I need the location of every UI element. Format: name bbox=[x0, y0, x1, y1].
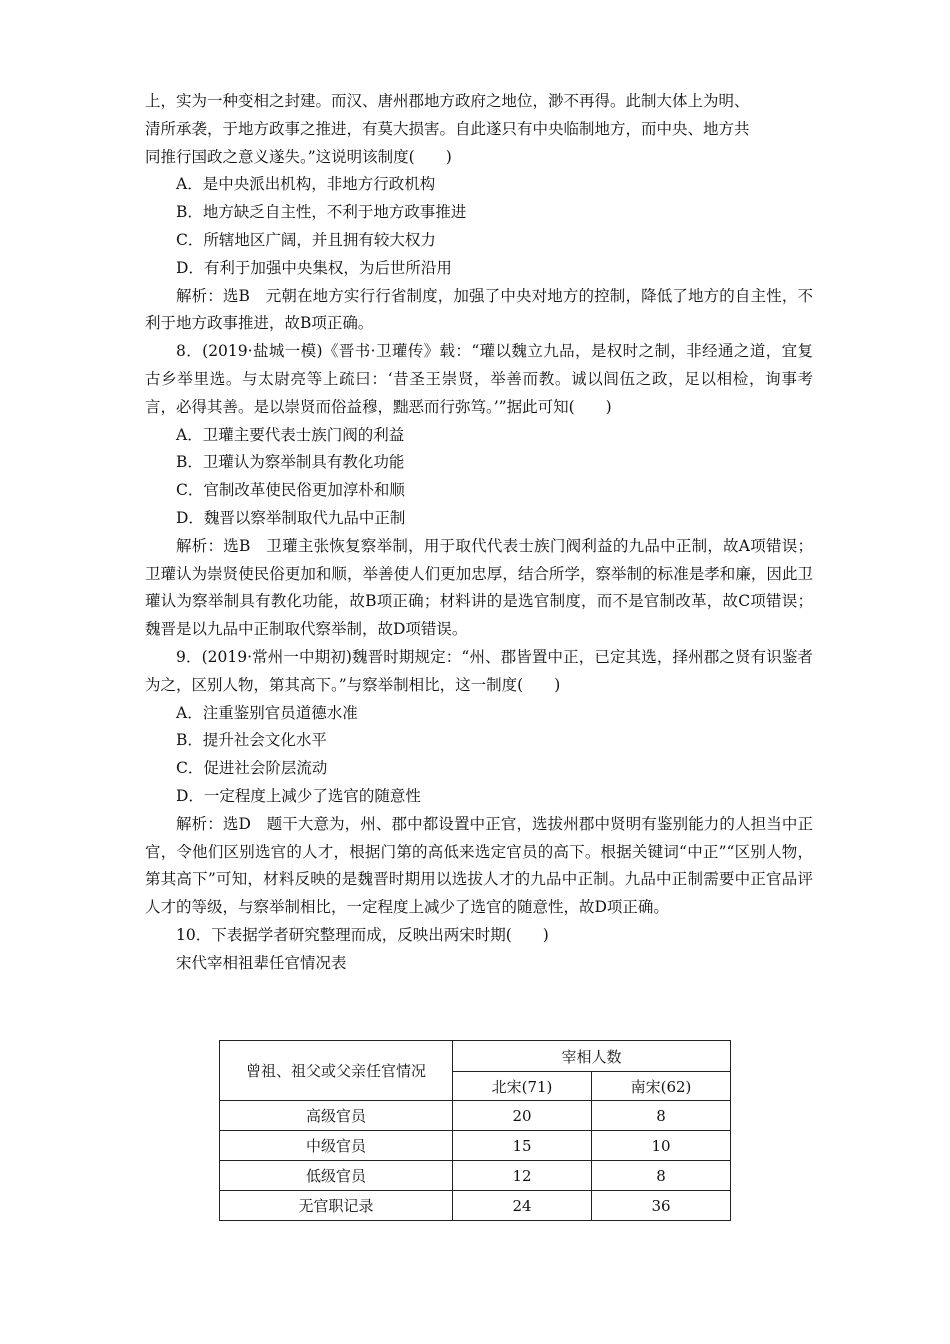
row-label: 中级官员 bbox=[220, 1131, 453, 1161]
table-row bbox=[220, 1161, 731, 1191]
table-caption: 宋代宰相祖辈任官情况表 bbox=[176, 953, 347, 972]
analysis: 解析：选B 元朝在地方实行行省制度，加强了中央对地方的控制，降低了地方的自主性，不利于地方政事推进，故B项正确。 bbox=[145, 286, 813, 333]
table-group-header: 宰相人数 bbox=[453, 1041, 731, 1072]
officials-table bbox=[219, 1040, 731, 1221]
table-row bbox=[220, 1191, 731, 1221]
q8-option-c: C．官制改革使民俗更加淳朴和顺 bbox=[176, 481, 405, 500]
row-label: 低级官员 bbox=[220, 1161, 453, 1191]
north-value: 15 bbox=[453, 1131, 592, 1161]
table-col-north-song: 北宋(71) bbox=[453, 1072, 592, 1101]
south-value: 10 bbox=[592, 1131, 731, 1161]
south-value: 8 bbox=[592, 1101, 731, 1131]
continued-passage-line-2: 清所承袭，于地方政事之推进，有莫大损害。自此遂只有中央临制地方，而中央、地方共 bbox=[145, 119, 750, 138]
row-label: 高级官员 bbox=[220, 1101, 453, 1131]
table-row-header: 曾祖、祖父或父亲任官情况 bbox=[220, 1041, 453, 1101]
north-value: 20 bbox=[453, 1101, 592, 1131]
continued-passage-line-1: 上，实为一种变相之封建。而汉、唐州郡地方政府之地位，渺不再得。此制大体上为明、 bbox=[145, 92, 750, 110]
north-value: 24 bbox=[453, 1191, 592, 1221]
q8-option-b: B．卫瓘认为察举制具有教化功能 bbox=[176, 453, 405, 472]
q9-option-b: B．提升社会文化水平 bbox=[176, 731, 327, 750]
option-d: D．有利于加强中央集权，为后世所沿用 bbox=[176, 258, 452, 277]
option-a: A．是中央派出机构，非地方行政机构 bbox=[176, 175, 436, 194]
question-8-stem: 8．(2019·盐城一模)《晋书·卫瓘传》载：“瓘以魏立九品，是权时之制，非经通之道，宜复古乡举里选。与太尉亮等上疏曰：‘昔圣王崇贤，举善而教。诚以闾伍之政，足以相检，询事考言，必得其善。是以崇贤而俗益穆，黜恶而行弥笃。’”据此可知( ) bbox=[145, 342, 813, 416]
q8-option-a: A．卫瓘主要代表士族门阀的利益 bbox=[176, 425, 405, 444]
table-col-south-song: 南宋(62) bbox=[592, 1072, 731, 1101]
q9-analysis: 解析：选D 题干大意为，州、郡中都设置中正官，选拔州郡中贤明有鉴别能力的人担当中正官，令他们区别选官的人才，根据门第的高低来选定官员的高下。根据关键词“中正”“区别人物，第其高下”可知，材料反映的是魏晋时期用以选拔人才的九品中正制。九品中正制需要中正官品评人才的等级，与察举制相比，一定程度上减少了选官的随意性，故D项正确。 bbox=[145, 814, 813, 917]
q8-option-d: D．魏晋以察举制取代九品中正制 bbox=[176, 508, 406, 527]
table-row bbox=[220, 1131, 731, 1161]
option-c: C．所辖地区广阔，并且拥有较大权力 bbox=[176, 230, 436, 249]
q8-analysis: 解析：选B 卫瓘主张恢复察举制，用于取代代表士族门阀利益的九品中正制，故A项错误；卫瓘认为崇贤使民俗更加和顺，举善使人们更加忠厚，结合所学，察举制的标准是孝和廉，因此卫瓘认为察举制具有教化功能，故B项正确；材料讲的是选官制度，而不是官制改革，故C项错误；魏晋是以九品中正制取代察举制，故D项错误。 bbox=[145, 536, 813, 639]
q9-option-c: C．促进社会阶层流动 bbox=[176, 759, 328, 778]
table-row bbox=[220, 1101, 731, 1131]
north-value: 12 bbox=[453, 1161, 592, 1191]
continued-passage-line-3: 同推行国政之意义遂失。”这说明该制度( ) bbox=[145, 147, 452, 166]
q9-option-a: A．注重鉴别官员道德水准 bbox=[176, 703, 358, 722]
south-value: 8 bbox=[592, 1161, 731, 1191]
question-10-stem: 10．下表据学者研究整理而成，反映出两宋时期( ) bbox=[176, 925, 549, 944]
question-9-stem: 9．(2019·常州一中期初)魏晋时期规定：“州、郡皆置中正，已定其选，择州郡之贤有识鉴者为之，区别人物，第其高下。”与察举制相比，这一制度( ) bbox=[145, 647, 813, 694]
document-page bbox=[145, 88, 813, 978]
south-value: 36 bbox=[592, 1191, 731, 1221]
option-b: B．地方缺乏自主性，不利于地方政事推进 bbox=[176, 203, 467, 222]
q9-option-d: D．一定程度上减少了选官的随意性 bbox=[176, 786, 421, 805]
row-label: 无官职记录 bbox=[220, 1191, 453, 1221]
